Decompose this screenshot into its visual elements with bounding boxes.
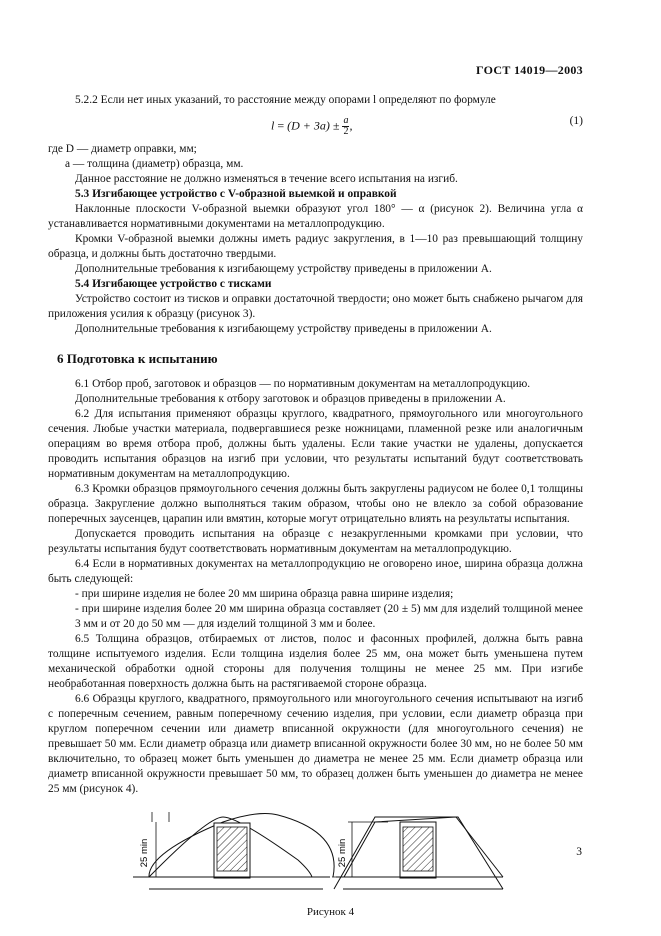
- paragraph-5-3-3: Дополнительные требования к изгибающему устройству приведены в приложении А.: [75, 263, 492, 275]
- paragraph-6-2: 6.2 Для испытания применяют образцы круглого, квадратного, прямоугольного или многоугольного сечения. Любые участки материала, подвергавшиеся резке ножницами, пламенной резке или аналогичным операциям во время отбора проб, должны быть удалены. Если такие участки не удалены, допускается проводить испытания образцов на изгиб при условии, что результаты испытаний будут соответствовать нормативным документам на металлопродукцию.: [48, 408, 583, 480]
- heading-5-3: 5.3 Изгибающее устройство с V-образной выемкой и оправкой: [75, 188, 397, 200]
- formula: [271, 116, 352, 137]
- paragraph-5-3-2: Кромки V-образной выемки должны иметь радиус закругления, в 1—10 раз превышающий толщину образца, и должны быть достаточно твердыми.: [48, 233, 583, 260]
- paragraph-5-3-1: Наклонные плоскости V-образной выемки образуют угол 180° — α (рисунок 2). Величина угла α устанавливается нормативными документами на металлопродукцию.: [48, 203, 583, 230]
- paragraph-6-5: 6.5 Толщина образцов, отбираемых от листов, полос и фасонных профилей, должна быть равна толщине испытуемого изделия. Если толщина изделия более 25 мм, она может быть уменьшена путем механической обработки одной стороны для получения толщины не менее 25 мм. При изгибе необработанная поверхность должна быть на растягиваемой стороне образца.: [48, 633, 583, 690]
- page-number: 3: [576, 846, 582, 858]
- where-line-2: a — толщина (диаметр) образца, мм.: [65, 158, 244, 170]
- formula-number: (1): [569, 115, 583, 127]
- bullet-2: - при ширине изделия более 20 мм ширина образца составляет (20 ± 5) мм для изделий толщиной менее 3 мм и от 20 до 50 мм — для изделий толщиной 3 мм и более.: [75, 603, 583, 630]
- paragraph-5-4-2: Дополнительные требования к изгибающему устройству приведены в приложении А.: [75, 323, 492, 335]
- formula-tail: ,: [349, 118, 353, 133]
- paragraph-note: Данное расстояние не должно изменяться в течение всего испытания на изгиб.: [75, 173, 458, 185]
- paragraph-6-3a: 6.3 Кромки образцов прямоугольного сечения должны быть закруглены радиусом не более 0,1 толщины образца. Закругление должно выполняться таким образом, чтобы оно не влекло за собой образование поперечных заусенцев, царапин или вмятин, которые могут отрицательно влиять на результаты испытания.: [48, 483, 583, 525]
- paragraph-6-4: 6.4 Если в нормативных документах на металлопродукцию не оговорено иное, ширина образца должна быть следующей:: [48, 558, 583, 585]
- formula-lhs: l: [271, 118, 275, 133]
- paragraph-6-3b: Допускается проводить испытания на образце с незакругленными кромками при условии, что результаты испытания будут соответствовать нормативным документам на металлопродукцию.: [48, 528, 583, 555]
- where-line-1: где D — диаметр оправки, мм;: [48, 143, 197, 155]
- heading-5-4: 5.4 Изгибающее устройство с тисками: [75, 278, 272, 290]
- formula-body: (D + 3a) ±: [287, 118, 340, 133]
- figure-4-drawing: [48, 805, 583, 903]
- dim-label-left: 25 min: [139, 838, 150, 868]
- dim-label-right: 25 min: [337, 838, 348, 868]
- paragraph-5-2-2: 5.2.2 Если нет иных указаний, то расстояние между опорами l определяют по формуле: [75, 94, 496, 106]
- paragraph-5-4-1: Устройство состоит из тисков и оправки достаточной твердости; оно может быть снабжено рычагом для приложения усилия к образцу (рисунок 3).: [48, 293, 583, 320]
- figure-4: [48, 805, 583, 903]
- document-header: ГОСТ 14019—2003: [476, 63, 583, 77]
- formula-denominator: 2: [343, 126, 349, 137]
- formula-eq: =: [277, 118, 285, 133]
- heading-section-6: 6 Подготовка к испытанию: [57, 351, 218, 366]
- paragraph-6-6: 6.6 Образцы круглого, квадратного, прямоугольного или многоугольного сечения испытывают на изгиб с поперечным сечением, равным поперечному сечению изделия, при условии, если диаметр образца при круглом поперечном сечении или диаметр вписанной окружности (для многоугольного сечения) не превышает 50 мм. Если диаметр образца или диаметр вписанной окружности более 30 мм, но не более 50 мм включительно, то образец может быть уменьшен до диаметра не менее 25 мм. Если диаметр образца или диаметр вписанной окружности превышает 50 мм, то образец должен быть уменьшен до диаметра не менее 25 мм (рисунок 4).: [48, 693, 583, 795]
- figure-left-circular-section: [133, 812, 334, 889]
- figure-4-caption: Рисунок 4: [306, 906, 355, 918]
- page-content: [48, 93, 583, 920]
- paragraph-6-1b: Дополнительные требования к отбору заготовок и образцов приведены в приложении А.: [75, 393, 506, 405]
- figure-right-polygonal-section: [332, 817, 503, 889]
- formula-row: [48, 108, 583, 142]
- formula-numerator: a: [343, 115, 349, 126]
- bullet-1: - при ширине изделия не более 20 мм ширина образца равна ширине изделия;: [75, 588, 454, 600]
- paragraph-6-1a: 6.1 Отбор проб, заготовок и образцов — по нормативным документам на металлопродукцию.: [75, 378, 531, 390]
